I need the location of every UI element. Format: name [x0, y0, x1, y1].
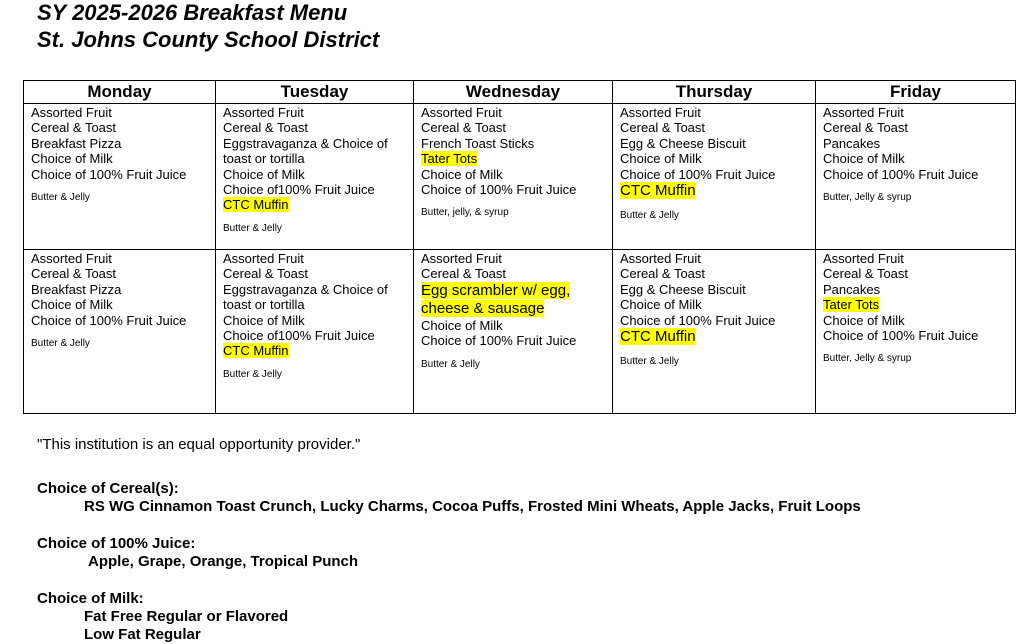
- menu-item: [223, 266, 407, 281]
- menu-item-text: French Toast Sticks: [421, 135, 535, 151]
- menu-item: [421, 266, 606, 281]
- highlighted-menu-item-text: CTC Muffin: [620, 328, 696, 346]
- condiment-note: Butter, Jelly & syrup: [823, 192, 912, 204]
- menu-item-text: Cereal & Toast: [31, 120, 117, 136]
- menu-item-text: Assorted Fruit: [223, 251, 304, 266]
- menu-item-text: Choice of Milk: [823, 151, 905, 167]
- menu-item-text: Assorted Fruit: [823, 251, 904, 266]
- menu-item: [421, 151, 606, 166]
- highlighted-menu-item-text: CTC Muffin: [223, 343, 289, 359]
- menu-item-text: Cereal & Toast: [620, 120, 706, 136]
- day-header-friday: Friday: [816, 81, 1016, 104]
- menu-item-text: Choice of100% Fruit Juice: [223, 182, 375, 198]
- menu-item-text: Choice of Milk: [421, 317, 503, 333]
- menu-cell-friday: [816, 104, 1016, 250]
- menu-item: [421, 182, 606, 197]
- menu-week-row: [24, 104, 1016, 250]
- milk-option: Fat Free Regular or Flavored: [84, 608, 289, 625]
- menu-item-text: Assorted Fruit: [31, 251, 112, 266]
- menu-item: [31, 282, 209, 297]
- menu-cell-monday: [24, 104, 216, 250]
- menu-item: [31, 251, 209, 266]
- menu-cell-monday: [24, 250, 216, 414]
- menu-item-text: Cereal & Toast: [421, 266, 507, 282]
- menu-cell-wednesday: [414, 250, 613, 414]
- menu-item: [421, 318, 606, 333]
- district-name: St. Johns County School District: [37, 27, 380, 52]
- day-header-tuesday: Tuesday: [216, 81, 414, 104]
- menu-item: [823, 136, 1009, 151]
- menu-item: [823, 251, 1009, 266]
- condiment-note: Butter & Jelly: [223, 368, 282, 380]
- menu-item: [421, 120, 606, 135]
- menu-item: [823, 105, 1009, 120]
- menu-item-text: Choice of 100% Fruit Juice: [31, 166, 187, 182]
- menu-item-text: Choice of 100% Fruit Juice: [823, 166, 979, 182]
- menu-item: [31, 136, 209, 151]
- menu-cell-wednesday: [414, 104, 613, 250]
- menu-item: [223, 251, 407, 266]
- condiment-note: Butter & Jelly: [31, 192, 90, 204]
- condiment-note: Butter & Jelly: [31, 338, 90, 350]
- menu-item-text: Egg & Cheese Biscuit: [620, 135, 746, 151]
- menu-item: [620, 266, 809, 281]
- condiment-note: Butter & Jelly: [421, 358, 480, 370]
- juice-list: Apple, Grape, Orange, Tropical Punch: [88, 553, 359, 570]
- menu-item: [620, 182, 809, 200]
- menu-item-text: Eggstravaganza & Choice of toast or tortilla: [223, 135, 388, 167]
- menu-item-text: Choice of Milk: [421, 166, 503, 182]
- menu-item: [223, 313, 407, 328]
- menu-item-text: Choice of 100% Fruit Juice: [620, 166, 776, 182]
- condiment-note: Butter & Jelly: [620, 356, 679, 368]
- menu-item: [620, 282, 809, 297]
- menu-item-text: Cereal & Toast: [223, 120, 309, 136]
- menu-item-text: Choice of 100% Fruit Juice: [620, 312, 776, 328]
- menu-item: [31, 313, 209, 328]
- menu-item: [620, 251, 809, 266]
- menu-item-text: Choice of Milk: [31, 151, 113, 167]
- menu-item-text: Cereal & Toast: [620, 266, 706, 282]
- day-header-wednesday: Wednesday: [414, 81, 613, 104]
- menu-cell-friday: [816, 250, 1016, 414]
- menu-item: [31, 297, 209, 312]
- menu-cell-thursday: [613, 104, 816, 250]
- menu-item-text: Pancakes: [823, 281, 881, 297]
- menu-item: [823, 297, 1009, 312]
- condiment-note: Butter & Jelly: [223, 222, 282, 234]
- menu-item-text: Assorted Fruit: [620, 251, 701, 266]
- menu-item: [223, 197, 407, 212]
- equal-opportunity-statement: "This institution is an equal opportunity provider.": [37, 436, 361, 453]
- menu-item-text: Assorted Fruit: [823, 105, 904, 120]
- menu-item: [31, 167, 209, 182]
- menu-week-row: [24, 250, 1016, 414]
- menu-item: [823, 167, 1009, 182]
- menu-item-text: Egg & Cheese Biscuit: [620, 281, 746, 297]
- condiment-note: Butter, jelly, & syrup: [421, 207, 509, 219]
- menu-item: [620, 297, 809, 312]
- menu-item-text: Assorted Fruit: [223, 105, 304, 120]
- condiment-note: Butter, Jelly & syrup: [823, 353, 912, 365]
- menu-item: [31, 151, 209, 166]
- menu-title: SY 2025-2026 Breakfast Menu: [37, 0, 348, 25]
- menu-item-text: Breakfast Pizza: [31, 281, 122, 297]
- menu-item: [823, 266, 1009, 281]
- menu-item: [223, 136, 407, 167]
- menu-item-text: Cereal & Toast: [823, 120, 909, 136]
- milk-option: Low Fat Regular: [84, 626, 201, 643]
- menu-item-text: Eggstravaganza & Choice of toast or tortilla: [223, 281, 388, 313]
- menu-cell-tuesday: [216, 250, 414, 414]
- menu-item: [620, 151, 809, 166]
- highlighted-menu-item-text: CTC Muffin: [620, 182, 696, 200]
- menu-item-text: Choice of Milk: [620, 297, 702, 313]
- menu-item: [223, 343, 407, 358]
- menu-item: [620, 120, 809, 135]
- highlighted-menu-item-text: Egg scrambler w/ egg, cheese & sausage: [421, 281, 571, 317]
- menu-item-text: Cereal & Toast: [223, 266, 309, 282]
- menu-item: [421, 251, 606, 266]
- menu-item: [620, 167, 809, 182]
- menu-item: [223, 282, 407, 313]
- menu-item-text: Pancakes: [823, 135, 881, 151]
- menu-item: [223, 120, 407, 135]
- menu-item: [823, 120, 1009, 135]
- menu-item: [823, 151, 1009, 166]
- menu-item: [223, 105, 407, 120]
- day-header-monday: Monday: [24, 81, 216, 104]
- menu-item: [421, 105, 606, 120]
- menu-table: [23, 80, 1016, 414]
- cereal-heading: Choice of Cereal(s):: [37, 480, 179, 497]
- menu-item: [620, 105, 809, 120]
- menu-item: [223, 182, 407, 197]
- menu-item: [31, 120, 209, 135]
- menu-item: [823, 282, 1009, 297]
- menu-item: [620, 313, 809, 328]
- menu-item: [620, 328, 809, 346]
- menu-item-text: Assorted Fruit: [421, 105, 502, 120]
- menu-item: [421, 136, 606, 151]
- menu-item-text: Choice of Milk: [823, 312, 905, 328]
- menu-cell-thursday: [613, 250, 816, 414]
- milk-heading: Choice of Milk:: [37, 590, 144, 607]
- menu-item-text: Cereal & Toast: [823, 266, 909, 282]
- menu-item-text: Assorted Fruit: [31, 105, 112, 120]
- menu-item-text: Choice of 100% Fruit Juice: [421, 333, 577, 349]
- menu-item-text: Choice of Milk: [620, 151, 702, 167]
- menu-item-text: Choice of Milk: [31, 297, 113, 313]
- menu-item: [421, 282, 606, 318]
- menu-item-text: Breakfast Pizza: [31, 135, 122, 151]
- menu-item: [823, 328, 1009, 343]
- menu-item: [421, 167, 606, 182]
- juice-heading: Choice of 100% Juice:: [37, 535, 196, 552]
- day-header-row: [24, 81, 1016, 104]
- menu-item-text: Choice of Milk: [223, 312, 305, 328]
- day-header-thursday: Thursday: [613, 81, 816, 104]
- menu-cell-tuesday: [216, 104, 414, 250]
- condiment-note: Butter & Jelly: [620, 210, 679, 222]
- menu-item-text: Choice of 100% Fruit Juice: [31, 312, 187, 328]
- menu-item-text: Choice of100% Fruit Juice: [223, 328, 375, 344]
- menu-item-text: Cereal & Toast: [421, 120, 507, 136]
- menu-item: [620, 136, 809, 151]
- menu-item-text: Choice of 100% Fruit Juice: [823, 328, 979, 344]
- menu-item: [31, 105, 209, 120]
- menu-item-text: Choice of 100% Fruit Juice: [421, 182, 577, 198]
- cereal-list: RS WG Cinnamon Toast Crunch, Lucky Charms, Cocoa Puffs, Frosted Mini Wheats, Apple Jacks, Fruit Loops: [84, 498, 861, 515]
- menu-item: [223, 167, 407, 182]
- menu-item-text: Assorted Fruit: [421, 251, 502, 266]
- menu-item: [421, 333, 606, 348]
- menu-item-text: Choice of Milk: [223, 166, 305, 182]
- menu-item: [223, 328, 407, 343]
- highlighted-menu-item-text: Tater Tots: [823, 297, 880, 313]
- menu-item-text: Assorted Fruit: [620, 105, 701, 120]
- menu-item-text: Cereal & Toast: [31, 266, 117, 282]
- menu-item: [31, 266, 209, 281]
- highlighted-menu-item-text: CTC Muffin: [223, 197, 289, 213]
- highlighted-menu-item-text: Tater Tots: [421, 151, 478, 167]
- menu-item: [823, 313, 1009, 328]
